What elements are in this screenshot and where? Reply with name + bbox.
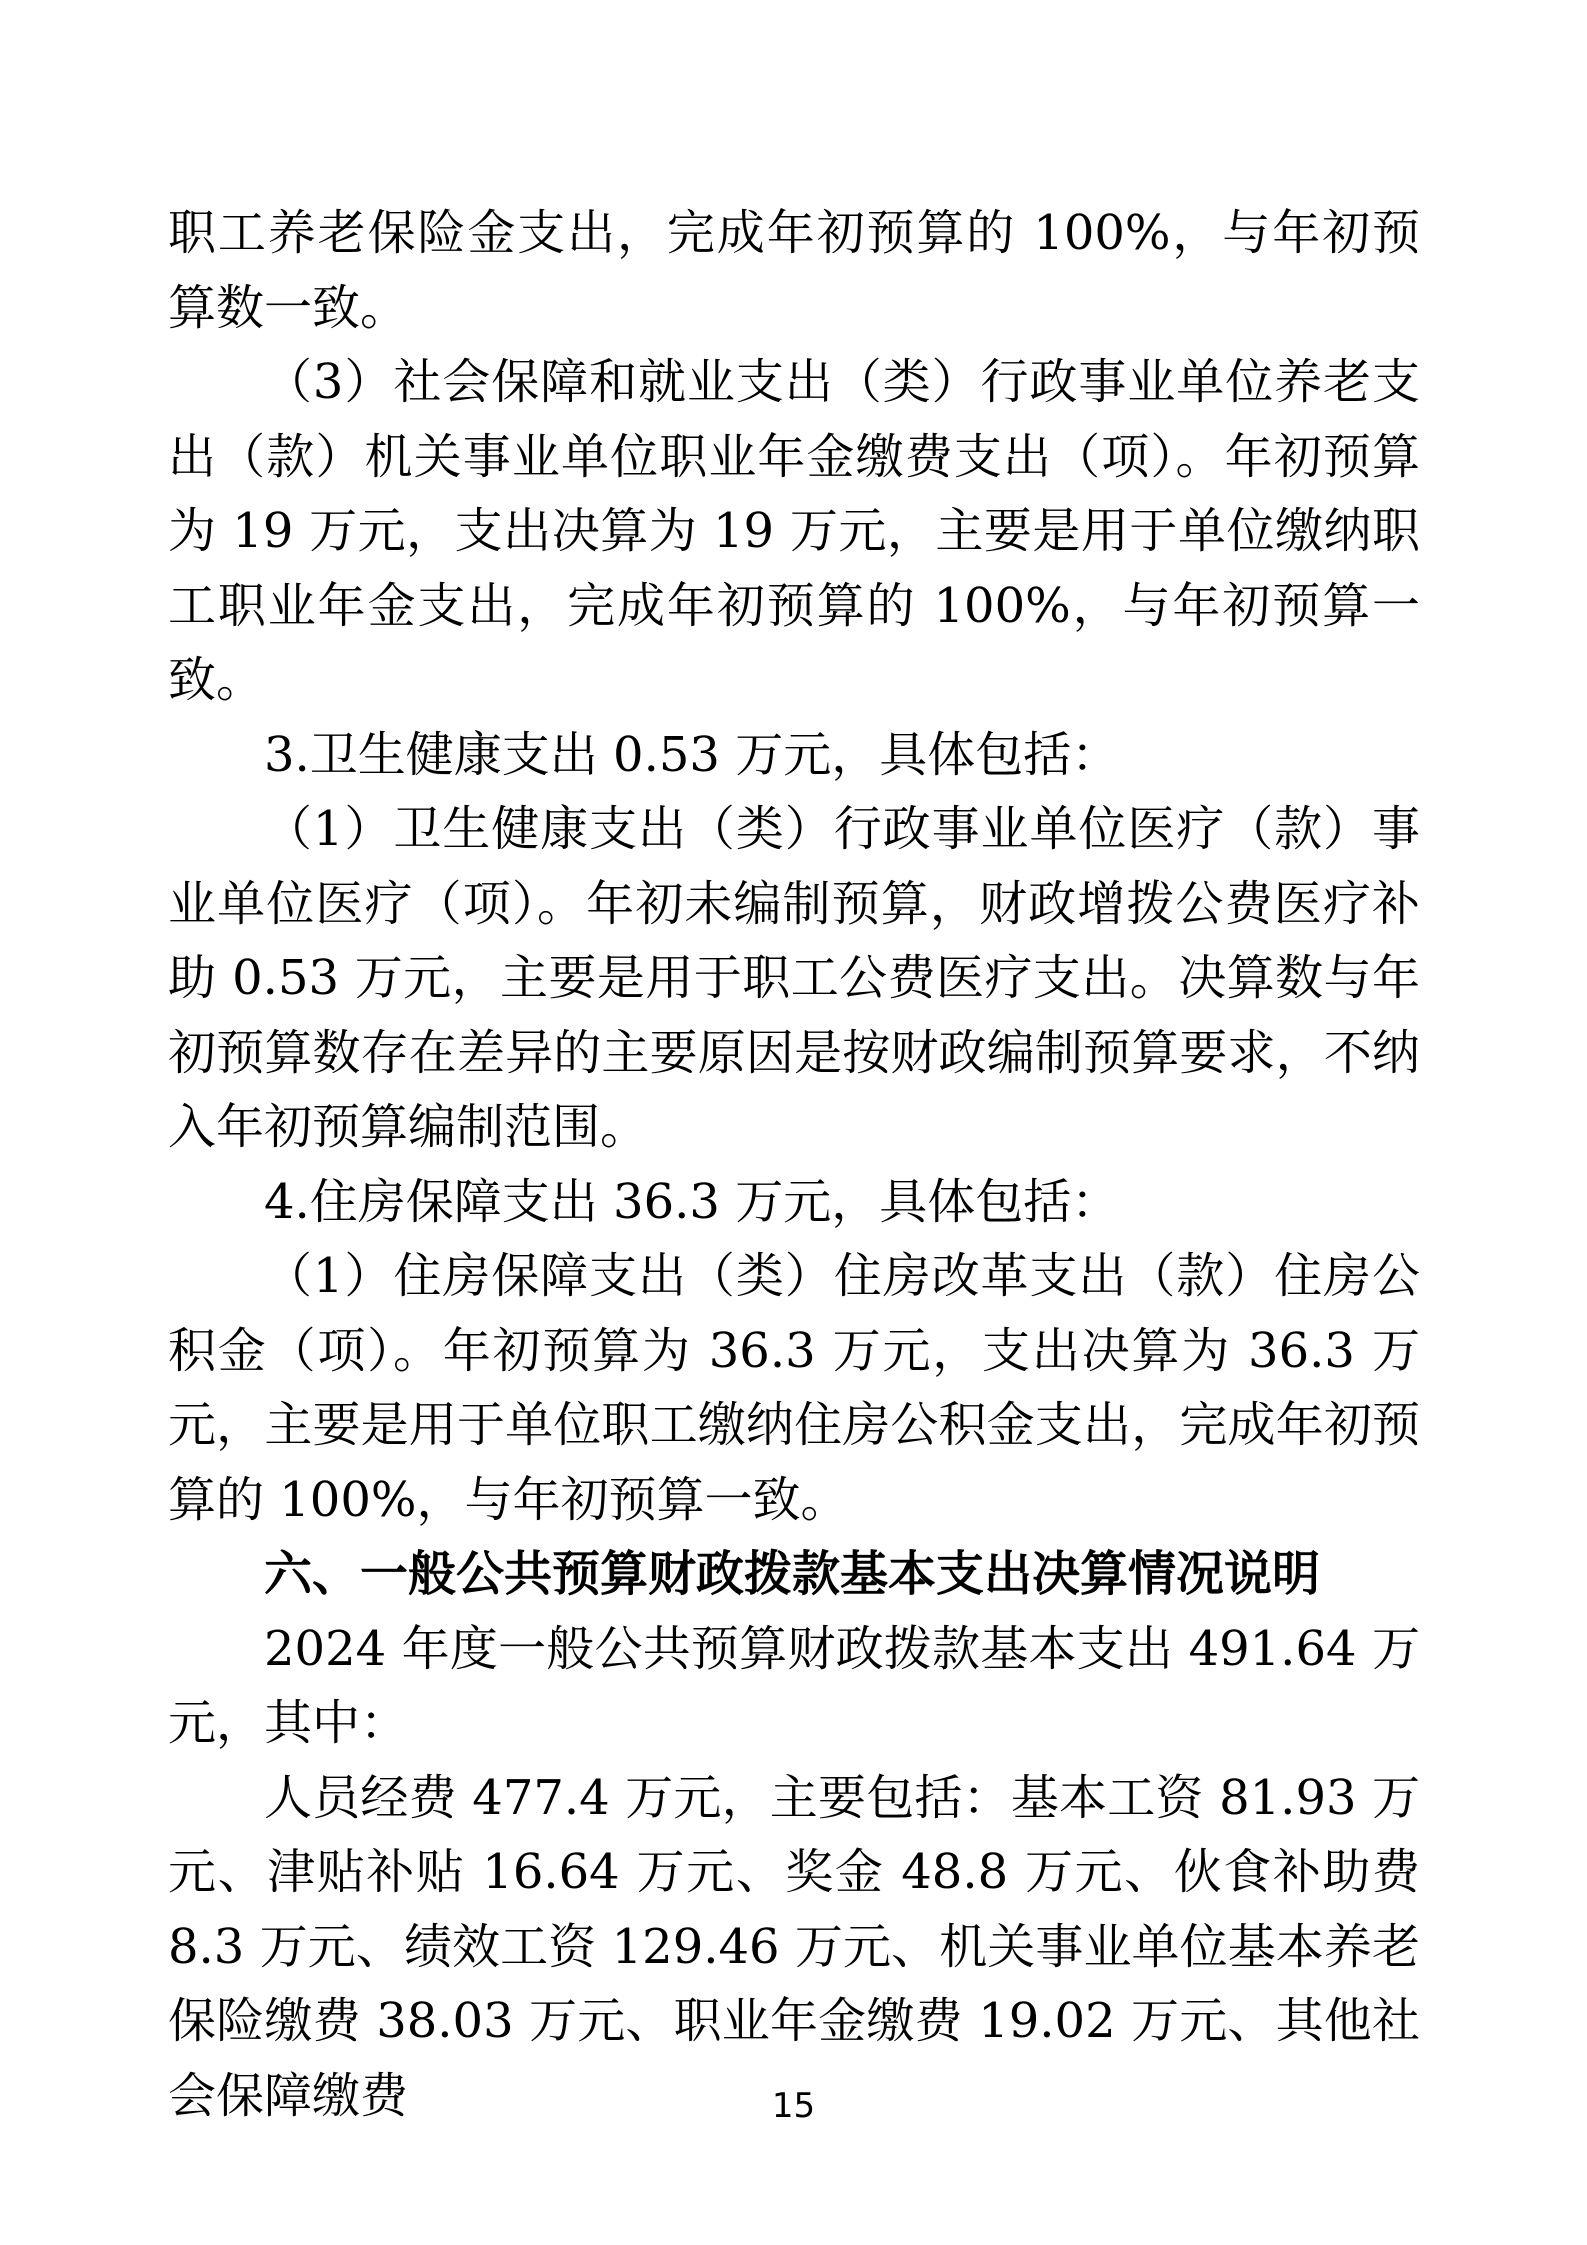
section-heading: 六、一般公共预算财政拨款基本支出决算情况说明 bbox=[264, 1546, 1321, 1602]
page-footer bbox=[0, 2086, 1587, 2126]
paragraph: （1）住房保障支出（类）住房改革支出（款）住房公积金（项）。年初预算为 36.3 万元，支出决算为 36.3 万元，主要是用于单位职工缴纳住房公积金支出，完成年初预算的 100%，与年初预算一致。 bbox=[168, 1248, 1420, 1528]
paragraph: 人员经费 477.4 万元，主要包括：基本工资 81.93 万元、津贴补贴 16.64 万元、奖金 48.8 万元、伙食补助费 8.3 万元、绩效工资 129.46 万元、机关事业单位基本养老保险缴费 38.03 万元、职业年金缴费 19.02 万元、其他社会保障缴费 bbox=[168, 1769, 1420, 2124]
paragraph: 4.住房保障支出 36.3 万元，具体包括： bbox=[264, 1173, 1120, 1230]
paragraph: 职工养老保险金支出，完成年初预算的 100%，与年初预算数一致。 bbox=[168, 205, 1420, 336]
paragraph: （3）社会保障和就业支出（类）行政事业单位养老支出（款）机关事业单位职业年金缴费支出（项）。年初预算为 19 万元，支出决算为 19 万元，主要是用于单位缴纳职工职业年金支出，完成年初预算的 100%，与年初预算一致。 bbox=[168, 354, 1420, 708]
paragraph: 3.卫生健康支出 0.53 万元，具体包括： bbox=[264, 726, 1120, 783]
paragraph: 2024 年度一般公共预算财政拨款基本支出 491.64 万元，其中： bbox=[168, 1620, 1420, 1751]
page-number: 15 bbox=[771, 2086, 816, 2126]
paragraph: （1）卫生健康支出（类）行政事业单位医疗（款）事业单位医疗（项）。年初未编制预算，财政增拨公费医疗补助 0.53 万元，主要是用于职工公费医疗支出。决算数与年初预算数存在差异的主要原因是按财政编制预算要求，不纳入年初预算编制范围。 bbox=[168, 801, 1420, 1155]
document-body bbox=[168, 196, 1420, 2133]
